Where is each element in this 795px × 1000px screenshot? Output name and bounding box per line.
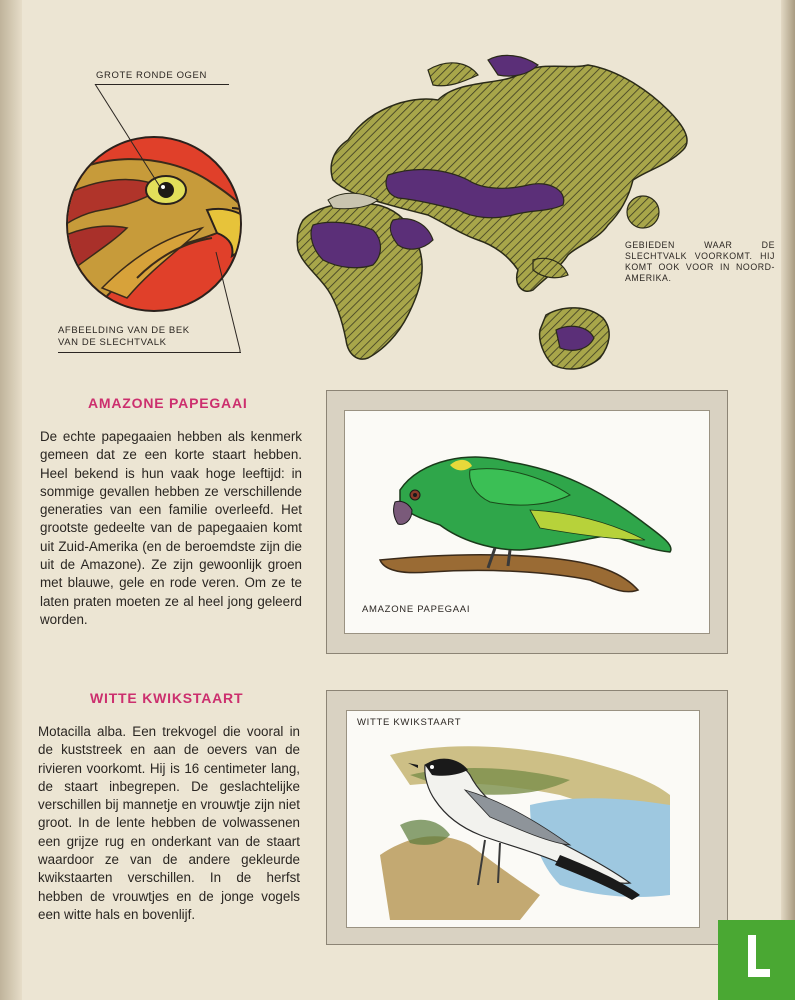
card-caption-amazone-papegaai: AMAZONE PAPEGAAI — [362, 604, 471, 615]
page-gutter-shadow — [0, 0, 22, 1000]
wagtail-illustration — [370, 735, 680, 920]
card-caption-witte-kwikstaart: WITTE KWIKSTAART — [357, 717, 462, 728]
callout-leader-eyes-diagonal — [90, 84, 170, 194]
callout-leader-beak-horizontal — [58, 352, 241, 353]
section-heading-witte-kwikstaart: WITTE KWIKSTAART — [90, 690, 244, 706]
callout-eyes-label: GROTE RONDE OGEN — [96, 70, 207, 81]
map-caption: GEBIEDEN WAAR DE SLECHTVALK VOORKOMT. HIJ KOMT OOK VOOR IN NOORD-AMERIKA. — [625, 240, 775, 283]
parrot-illustration — [370, 440, 690, 610]
lastdodo-l-logo-icon — [748, 935, 770, 977]
section-heading-amazone-papegaai: AMAZONE PAPEGAAI — [88, 395, 248, 411]
callout-leader-beak — [210, 250, 250, 355]
section-text-witte-kwikstaart: Motacilla alba. Een trekvogel die vooral in de kuststreek en aan de oevers van de rivieren voorkomt. Hij is 16 centimeter lang, de staart inbegrepen. De geslachtelijke verschillen bij mannetje en vrouwtje zijn niet groot. In de lente hebben de volwassenen een grijze rug en onderkant van de staart waardoor ze van de andere gekleurde kwikstaarten verschillen. In de herfst hebben de vrouwtjes en de jonge vogels een witte hals en bovenlijf. — [38, 724, 300, 922]
callout-beak-label-line1: AFBEELDING VAN DE BEK — [58, 325, 190, 336]
section-text-amazone-papegaai: De echte papegaaien hebben als kenmerk gemeen dat ze een korte staart hebben. Heel bekend is hun vaak hoge leeftijd: in sommige gevallen hebben ze verschillende generaties van een familie overleefd. Het grootste gedeelte van de papegaaien komt uit Zuid-Amerika (en de beroemdste zijn die uit de Amazone). Ze zijn gewoonlijk groen met blauwe, gele en rode veren. Om ze te laten praten moeten ze al heel jong geleerd worden. — [40, 429, 302, 627]
distribution-map — [288, 40, 698, 385]
page-edge — [781, 0, 795, 1000]
callout-beak-label-line2: VAN DE SLECHTVALK — [58, 337, 167, 348]
